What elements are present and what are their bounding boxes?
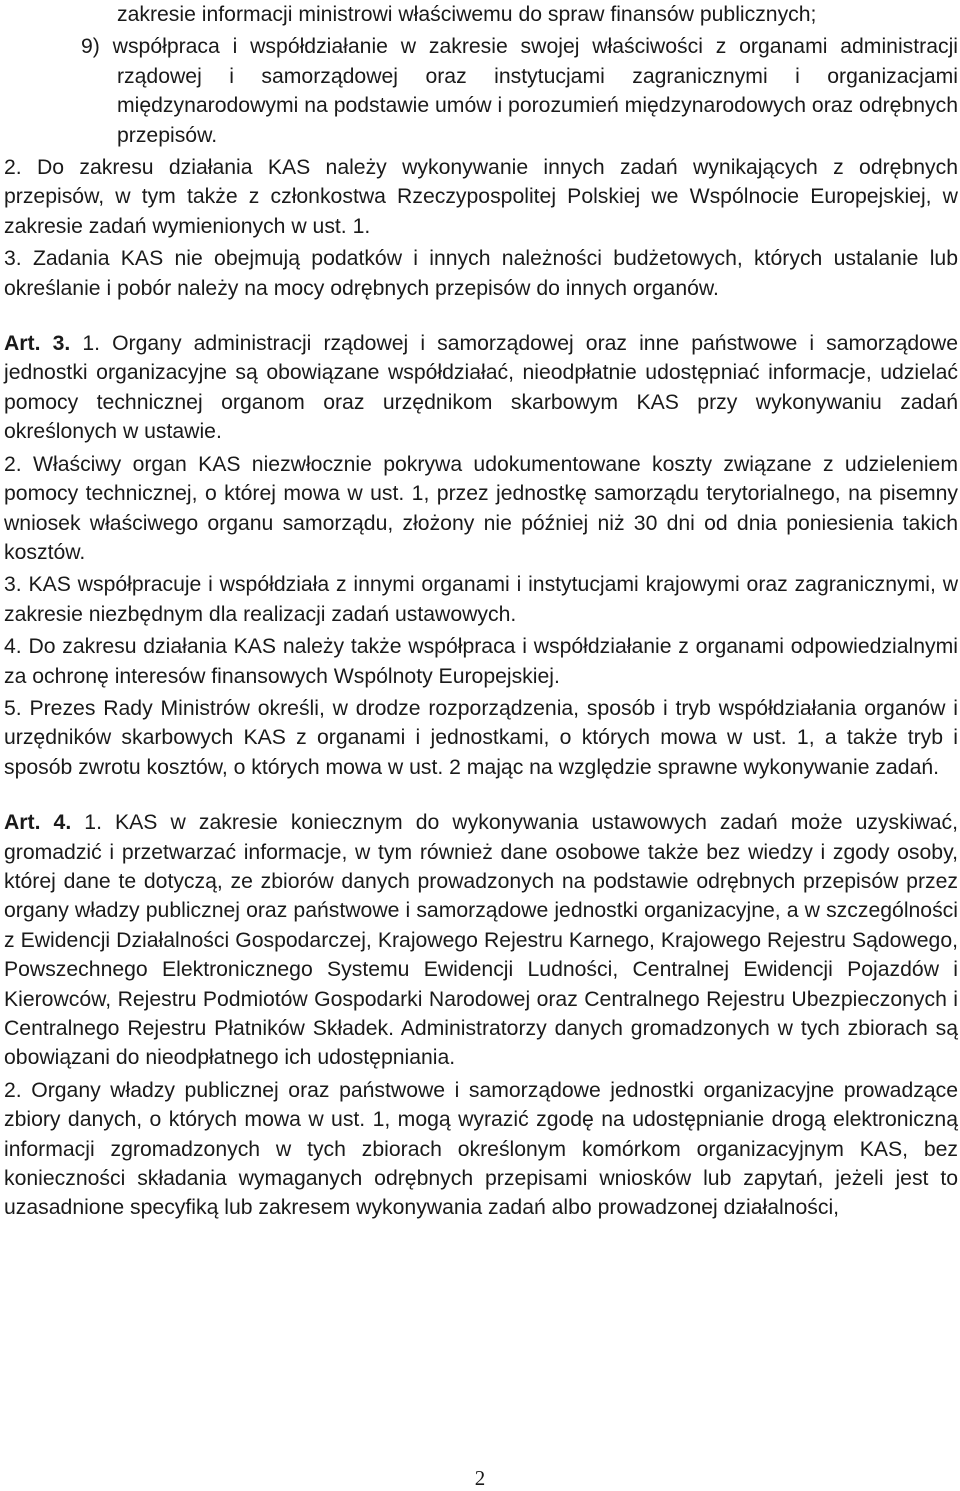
item-9: 9) współpraca i współdziałanie w zakresie swojej właściwości z organami administracji rządowej i samorządowej oraz instytucjami zagranicznymi i organizacjami międzynarodowymi na podstawie umów i porozumień międzynarodowych oraz odrębnych przepisów. — [81, 35, 958, 147]
art-4-label: Art. 4. — [4, 811, 72, 835]
art-3-ust-2: 2. Właściwy organ KAS niezwłocznie pokrywa udokumentowane koszty związane z udzieleniem pomocy technicznej, o której mowa w ust. 1, przez jednostkę samorządu terytorialnego, na pisemny wniosek właściwego organu samorządu, złożony nie później niż 30 dni od dnia poniesienia takich kosztów. — [4, 452, 958, 564]
art-2-ust-3: 3. Zadania KAS nie obejmują podatków i innych należności budżetowych, których ustalanie lub określanie i pobór należy na mocy odrębnych przepisów do innych organów. — [4, 247, 958, 300]
art-3-ust-3: 3. KAS współpracuje i współdziała z innymi organami i instytucjami krajowymi oraz zagranicznymi, w zakresie niezbędnym dla realizacji zadań ustawowych. — [4, 573, 958, 626]
art-4-ust-1 — [4, 808, 958, 1073]
art-3-ust-1-text: 1. Organy administracji rządowej i samorządowej oraz inne państwowe i samorządowe jednostki organizacyjne są obowiązane współdziałać, nieodpłatnie udostępniać informacje, udzielać pomocy technicznej organom oraz urzędnikom skarbowym KAS przy wykonywaniu zadań określonych w ustawie. — [4, 332, 959, 444]
art-3-ust-4: 4. Do zakresu działania KAS należy także współpraca i współdziałanie z organami odpowiedzialnymi za ochronę interesów finansowych Wspólnoty Europejskiej. — [4, 635, 958, 688]
art-3-ust-5: 5. Prezes Rady Ministrów określi, w drodze rozporządzenia, sposób i tryb współdziałania organów i urzędników skarbowych KAS z organami i jednostkami, o których mowa w ust. 1, a także tryb i sposób zwrotu kosztów, o których mowa w ust. 2 mając na względzie sprawne wykonywanie zadań. — [4, 696, 958, 779]
art-3-ust-1 — [4, 329, 958, 447]
art-4-ust-1-text: 1. KAS w zakresie koniecznym do wykonywania ustawowych zadań może uzyskiwać, gromadzić i przetwarzać informacje, w tym również dane osobowe także bez wiedzy i zgody osoby, której dane te dotyczą, ze zbiorów danych prowadzonych na podstawie odrębnych przepisów przez organy władzy publicznej oraz państwowe i samorządowe jednostki organizacyjne, a w szczególności z Ewidencji Działalności Gospodarczej, Krajowego Rejestru Karnego, Krajowego Rejestru Sądowego, Powszechnego Elektronicznego Systemu Ewidencji Ludności, Centralnej Ewidencji Pojazdów i Kierowców, Rejestru Podmiotów Gospodarki Narodowej oraz Centralnego Rejestru Ubezpieczonych i Centralnego Rejestru Płatników Składek. Administratorzy danych gromadzonych w tych zbiorach są obowiązani do nieodpłatnego ich udostępniania. — [4, 811, 959, 1070]
art-3-label: Art. 3. — [4, 332, 71, 356]
item-8-continuation: zakresie informacji ministrowi właściwemu do spraw finansów publicznych; — [117, 3, 817, 26]
page-number: 2 — [474, 1466, 486, 1490]
art-4-ust-2: 2. Organy władzy publicznej oraz państwowe i samorządowe jednostki organizacyjne prowadzące zbiory danych, o których mowa w ust. 1, mogą wyrazić zgodę na udostępnianie drogą elektroniczną informacji zgromadzonych w tych zbiorach określonym komórkom organizacyjnym KAS, bez konieczności składania wymaganych odrębnych przepisami wniosków lub zapytań, jeżeli jest to uzasadnione specyfiką lub zakresem wykonywania zadań albo prowadzonej działalności, — [4, 1078, 958, 1220]
art-2-ust-2: 2. Do zakresu działania KAS należy wykonywanie innych zadań wynikających z odrębnych przepisów, w tym także z członkostwa Rzeczypospolitej Polskiej we Wspólnocie Europejskiej, w zakresie zadań wymienionych w ust. 1. — [4, 156, 958, 238]
document-page — [4, 0, 958, 1223]
